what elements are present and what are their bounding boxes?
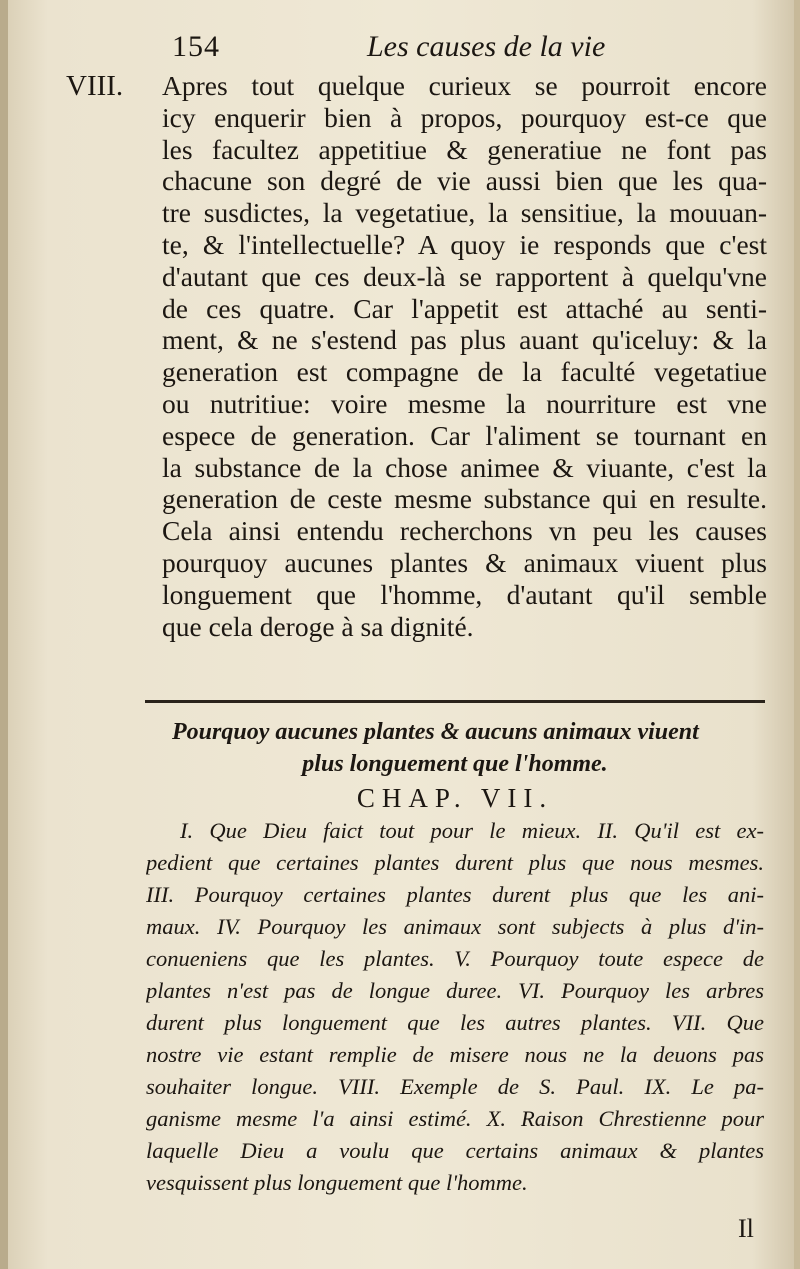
- body-line: ment, & ne s'estend pas plus auant qu'iceluy: & la: [162, 324, 767, 356]
- summary-line: souhaiter longue. VIII. Exemple de S. Paul. IX. Le pa-: [146, 1074, 764, 1099]
- catchword: Il: [738, 1214, 754, 1243]
- body-line: generation de ceste mesme substance qui en resulte.: [162, 483, 767, 515]
- body-line: les facultez appetitiue & generatiue ne font pas: [162, 133, 767, 165]
- chapter-title-line: Pourquoy aucunes plantes & aucuns animaux viuent: [172, 719, 699, 745]
- chapter-title-line: plus longuement que l'homme.: [302, 751, 608, 777]
- section-marker: VIII.: [66, 70, 124, 102]
- body-line: pourquoy aucunes plantes & animaux viuent plus: [162, 546, 767, 578]
- summary-line: conueniens que les plantes. V. Pourquoy toute espece de: [146, 946, 764, 971]
- body-line: longuement que l'homme, d'autant qu'il semble: [162, 578, 767, 610]
- summary-line: pedient que certaines plantes durent plus que nous mesmes.: [146, 850, 764, 875]
- summary-line: I. Que Dieu faict tout pour le mieux. II. Qu'il est ex-: [180, 818, 764, 843]
- summary-line: maux. IV. Pourquoy les animaux sont subjects à plus d'in-: [146, 914, 764, 939]
- body-line: de ces quatre. Car l'appetit est attaché au senti-: [162, 292, 767, 324]
- chapter-heading: CHAP. VII.: [356, 783, 554, 813]
- summary-line: durent plus longuement que les autres plantes. VII. Que: [146, 1010, 764, 1035]
- body-line: te, & l'intellectuelle? A quoy ie responds que c'est: [162, 228, 767, 260]
- section-divider: [145, 700, 765, 703]
- body-line: espece de generation. Car l'aliment se tournant en: [162, 419, 767, 451]
- body-line: chacune son degré de vie aussi bien que les qua-: [162, 165, 767, 197]
- body-line: d'autant que ces deux-là se rapportent à quelqu'vne: [162, 260, 767, 292]
- body-line: Cela ainsi entendu recherchons vn peu les causes: [162, 515, 767, 547]
- summary-line: III. Pourquoy certaines plantes durent plus que les ani-: [146, 882, 764, 907]
- page-number: 154: [172, 30, 220, 63]
- body-line: tre susdictes, la vegetatiue, la sensitiue, la mouuan-: [162, 197, 767, 229]
- chapter-summary: [146, 815, 764, 1199]
- body-line: que cela deroge à sa dignité.: [162, 610, 474, 642]
- summary-line: laquelle Dieu a voulu que certains animaux & plantes: [146, 1138, 764, 1163]
- page-gutter-shadow: [0, 0, 8, 1269]
- body-line: ou nutritiue: voire mesme la nourriture est vne: [162, 387, 767, 419]
- page-edge: [794, 0, 800, 1269]
- summary-line: plantes n'est pas de longue duree. VI. Pourquoy les arbres: [146, 978, 764, 1003]
- body-line: icy enquerir bien à propos, pourquoy est-ce que: [162, 101, 767, 133]
- body-line: Apres tout quelque curieux se pourroit encore: [162, 70, 767, 101]
- body-paragraph: [162, 70, 767, 642]
- summary-line: nostre vie estant remplie de misere nous ne la deuons pas: [146, 1042, 764, 1067]
- summary-line: vesquissent plus longuement que l'homme.: [146, 1170, 528, 1195]
- chapter-title: [140, 716, 770, 780]
- summary-line: ganisme mesme l'a ainsi estimé. X. Raison Chrestienne pour: [146, 1106, 764, 1131]
- page-header: [172, 30, 772, 70]
- body-line: generation est compagne de la faculté vegetatiue: [162, 356, 767, 388]
- running-title: Les causes de la vie: [367, 30, 606, 63]
- body-line: la substance de la chose animee & viuante, c'est la: [162, 451, 767, 483]
